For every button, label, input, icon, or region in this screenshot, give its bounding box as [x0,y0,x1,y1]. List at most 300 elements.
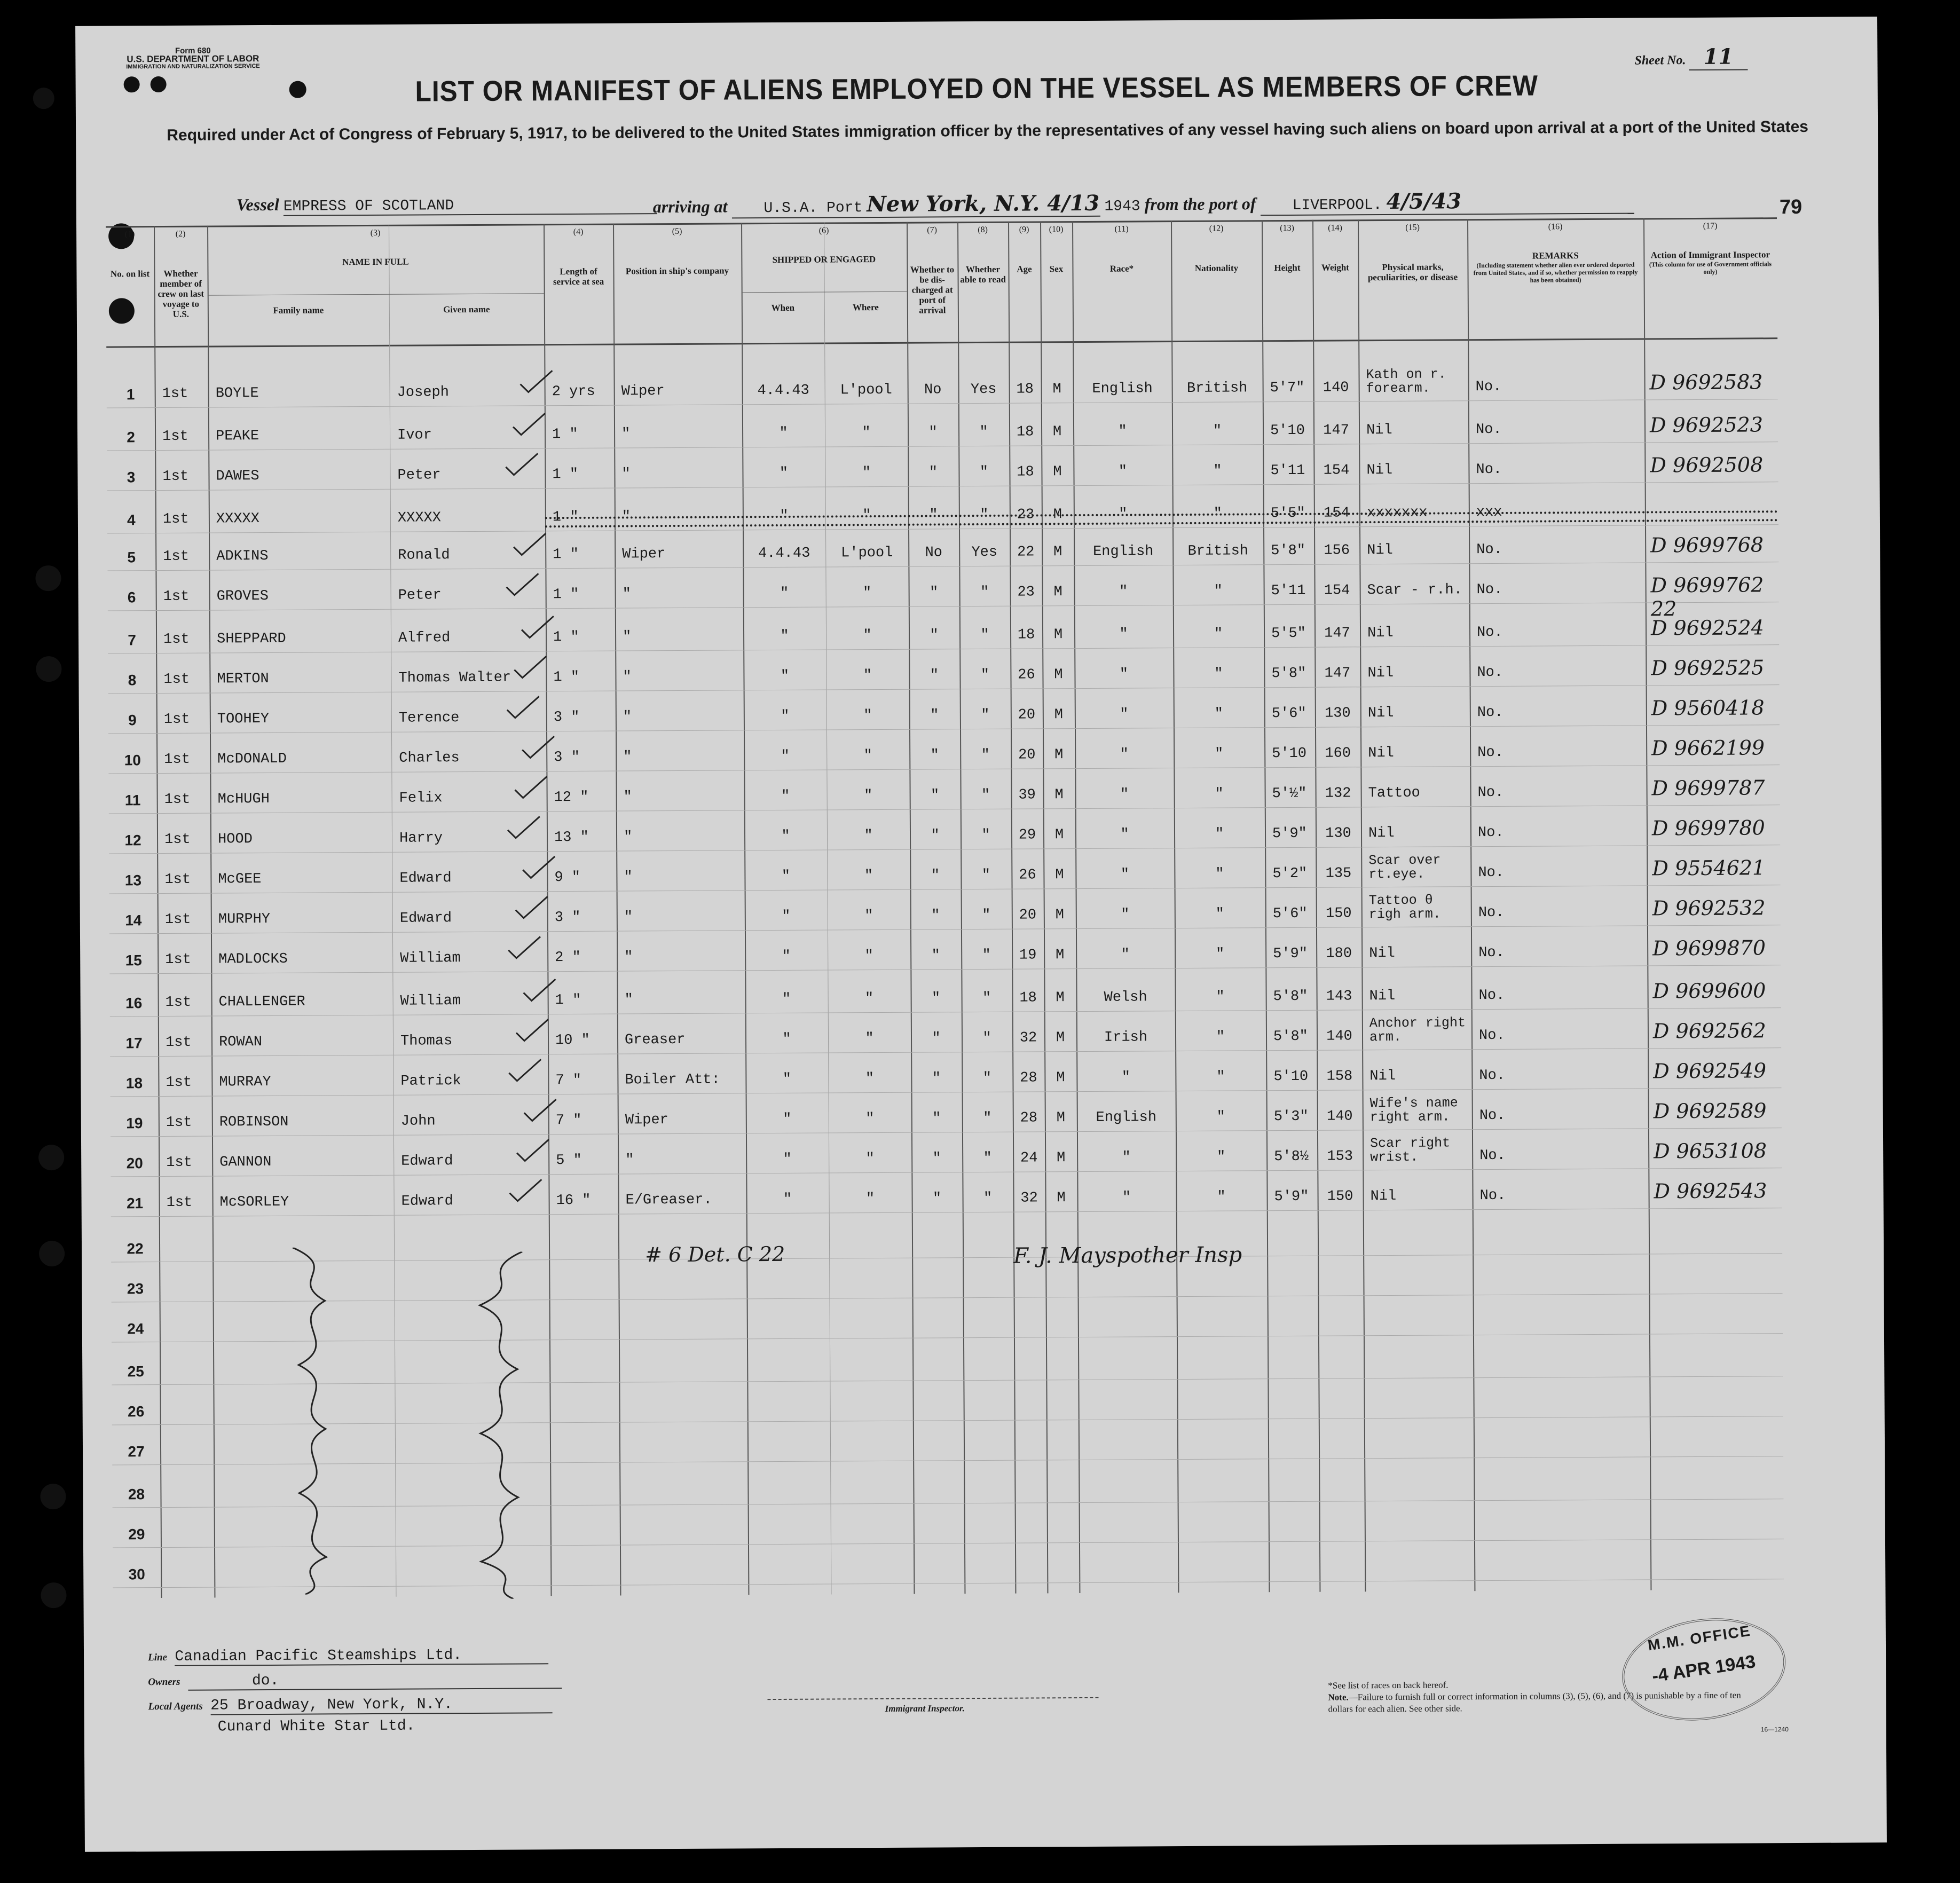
cell-given: Thomas Walter [398,669,511,687]
column-number: (4) [573,227,584,237]
cell-weight: 132 [1325,785,1351,802]
cell-discharged: No [925,545,943,561]
subheader-divider [208,293,544,295]
cell-nationality: " [1215,906,1224,923]
cell-nationality: " [1217,1149,1226,1165]
cell-given: Harry [399,830,443,847]
cell-family: CHALLENGER [218,994,305,1011]
column-number: (11) [1114,224,1129,234]
check-mark [511,653,549,680]
agents-label: Local Agents [148,1700,203,1713]
cell-action: D 9699780 [1651,816,1765,840]
cell-no: 16 [125,995,143,1012]
cell-family: MURRAY [219,1074,271,1091]
cell-height: 5'10 [1270,422,1305,439]
punch-hole [35,565,61,591]
table-row [109,776,1780,813]
blank-line-scribble [282,1247,348,1595]
cell-read: " [983,1190,993,1207]
cell-position: " [625,1152,634,1169]
manifest-sheet [75,17,1887,1852]
cell-sex: M [1053,584,1062,601]
cell-family: ADKINS [216,548,269,565]
cell-remarks: No. [1478,904,1505,921]
check-mark [522,1097,559,1123]
cell-age: 23 [1017,584,1035,601]
cell-height: 5'10 [1272,745,1307,762]
cell-remarks: No. [1478,864,1505,881]
cell-marks: Nil [1369,945,1395,962]
cell-given: Edward [399,870,452,887]
cell-weight: 153 [1327,1148,1353,1165]
cell-action: D 9692525 [1651,656,1765,680]
cell-no: 17 [125,1035,143,1052]
check-mark [521,976,558,1003]
cell-discharged: " [930,747,939,764]
column-header: Whether able to read [960,264,1006,285]
cell-weight: 160 [1325,745,1351,762]
cell-marks: Nil [1366,462,1393,479]
cell-read: " [982,947,991,964]
cell-position: " [623,749,632,766]
check-mark [503,451,540,477]
stamp-date: -4 APR 1943 [1650,1651,1757,1687]
cell-discharged: " [932,1030,941,1047]
cell-nationality: " [1216,1029,1225,1045]
cell-read: " [980,507,989,524]
cell-race: " [1118,463,1128,480]
departure-date: 4/5/43 [1386,188,1462,215]
inspector-signature-line [767,1697,1098,1700]
column-header: Position in ship's company [625,265,729,277]
cell-sex: M [1054,707,1064,723]
table-row [108,616,1779,653]
cell-marks: Wife's name right arm. [1369,1095,1458,1125]
cell-discharged: " [930,707,939,724]
cell-weight: 130 [1325,825,1351,842]
cell-sex: M [1052,381,1061,398]
column-header: Physical marks, peculiarities, or disease [1367,262,1458,283]
cell-read: " [981,747,990,763]
cell-when: " [782,908,791,925]
check-mark [506,934,543,960]
table-row [112,1477,1783,1507]
cell-position: " [624,949,633,966]
cell-discharged: " [931,868,940,884]
cell-remarks: No. [1476,581,1503,598]
cell-service: 12 " [554,789,589,806]
cell-remarks: No. [1479,1147,1506,1164]
cell-sex: M [1054,747,1064,763]
column-number: (6) [818,226,829,235]
cell-marks: Nil [1370,1188,1397,1205]
cell-remarks: No. [1479,1107,1506,1124]
arrival-year: 1943 [1104,198,1140,215]
cell-family: ROWAN [218,1034,263,1051]
cell-nationality: " [1214,583,1223,600]
check-mark [507,1177,544,1203]
cell-given: Alfred [398,630,451,647]
cell-service: 1 " [553,546,579,563]
table-row [107,503,1778,533]
check-mark [517,368,555,395]
cell-marks: Nil [1369,988,1396,1005]
table-row [111,1272,1782,1302]
cell-position: Wiper [621,383,665,400]
table-row [107,453,1778,490]
cell-height: 5'10 [1273,1068,1309,1085]
cell-discharged: " [932,1191,942,1207]
cell-sex: M [1053,627,1063,643]
cell-race: " [1121,1069,1131,1086]
cell-when: " [780,585,789,602]
cell-weight: 156 [1324,542,1350,559]
column-header: Whether to be dis-charged at port of arrival [910,264,955,316]
cell-action: D 9692524 [1650,616,1764,640]
cell-where: " [863,788,873,805]
sheet-number: 11 [1689,44,1748,70]
cell-service: 16 " [556,1192,591,1209]
cell-discharged: " [932,1151,941,1167]
races-note: *See list of races on back hereof. [1328,1680,1449,1691]
cell-position: Greaser [624,1031,686,1049]
cell-no: 3 [127,469,136,486]
check-mark [514,1137,552,1163]
cell-position: Boiler Att: [625,1072,720,1089]
column-header: Action of Immigrant Inspector [1650,249,1770,261]
port-handwritten: New York, N.Y. 4/13 [867,190,1100,217]
table-row [112,1435,1783,1464]
cell-crew: 1st [162,385,188,403]
cell-remarks: No. [1477,704,1504,721]
cell-age: 29 [1018,827,1036,844]
column-note: (Including statement whether alien ever ordered deported from United States, and if so, whether permission to reapply has been obtained) [1473,261,1638,284]
cell-marks: Nil [1367,625,1394,642]
arriving-line [653,188,1634,219]
cell-marks: Scar over rt.eye. [1368,852,1441,883]
departure-port [1260,188,1634,216]
cell-no: 5 [127,549,136,566]
cell-age: 18 [1016,424,1034,440]
cell-service: 3 " [554,909,581,926]
cell-no: 30 [128,1566,145,1583]
cell-age: 20 [1019,907,1037,924]
cell-read: " [981,827,990,844]
cell-given: Peter [398,587,442,604]
cell-when: " [780,628,789,644]
cell-family: McDONALD [217,751,287,768]
cell-where: " [862,585,872,602]
cell-remarks: No. [1478,987,1505,1004]
cell-sex: M [1053,507,1062,523]
line-value: Canadian Pacific Steamships Ltd. [175,1646,548,1666]
cell-height: 5'½" [1272,785,1307,802]
cell-no: 12 [124,832,141,849]
cell-no: 21 [126,1195,144,1212]
cell-crew: 1st [166,1114,192,1131]
cell-given: Edward [399,910,452,927]
cell-position: " [623,789,632,806]
cell-discharged: " [931,990,941,1007]
cell-height: 5'11 [1271,582,1306,600]
total-note: # 6 Det. C 22 [645,1242,785,1267]
column-header: REMARKS [1532,250,1579,261]
cell-no: 25 [127,1363,144,1380]
cell-age: 22 [1017,544,1035,561]
column-header: Weight [1321,262,1349,273]
cell-service: 1 " [553,586,579,603]
cell-race: " [1122,1149,1131,1166]
cell-family: ROBINSON [219,1114,289,1131]
sheet-number-block [1634,44,1748,70]
cell-weight: 140 [1326,1028,1352,1045]
header-bottom-border [106,337,1777,348]
cell-where: " [864,948,873,965]
cell-nationality: " [1213,506,1223,522]
cell-race: English [1092,543,1154,560]
cell-when: " [781,708,790,724]
cell-action: D 9560418 [1651,696,1765,720]
cell-given: XXXXX [397,510,441,526]
column-subheader: Where [852,302,879,313]
inspector-signature: F. J. Mayspother Insp [1013,1242,1242,1269]
column-header: Whether member of crew on last voyage to U.S. [158,268,204,319]
cell-weight: 147 [1323,422,1349,439]
note-label: Note. [1328,1692,1349,1703]
cell-service: 2 yrs [552,383,595,400]
cell-position: Wiper [625,1112,668,1129]
cell-race: " [1119,506,1128,523]
cell-remarks: No. [1479,1067,1506,1084]
from-port: LIVERPOOL. [1292,197,1382,214]
cell-read: " [983,1150,992,1167]
cell-age: 18 [1016,381,1034,398]
cell-when: " [781,868,791,885]
cell-crew: 1st [162,428,188,445]
cell-given: Ivor [397,427,432,444]
cell-family: GANNON [219,1154,272,1171]
check-mark [513,894,550,920]
cell-no: 26 [127,1403,145,1420]
cell-nationality: " [1217,1189,1226,1206]
cell-where: " [865,1111,875,1128]
column-subheader: Given name [443,304,490,315]
cell-service: 9 " [554,869,581,886]
cell-given: Terence [398,710,460,727]
punch-hole [39,1241,65,1266]
column-number: (15) [1405,223,1420,232]
cell-nationality: " [1216,1109,1225,1125]
cell-weight: 154 [1323,505,1350,522]
check-mark [512,774,549,800]
cell-when: " [783,1191,792,1208]
cell-height: 5'7" [1270,380,1305,397]
cell-where: " [864,868,873,885]
cell-service: 5 " [556,1152,582,1169]
table-row [112,1394,1783,1424]
cell-remarks: No. [1476,541,1502,558]
column-header: Length of service at sea [553,266,604,287]
cell-remarks: No. [1475,421,1502,438]
cell-family: XXXXX [216,511,260,527]
cell-nationality: " [1215,866,1224,883]
table-row [110,1059,1781,1096]
cell-discharged: " [932,1070,941,1087]
cell-remarks: No. [1478,944,1505,962]
cell-read: " [981,867,991,884]
table-row [109,816,1780,853]
cell-service: 1 " [552,509,579,526]
cell-read: " [982,1030,991,1046]
cell-marks: Nil [1367,542,1393,559]
column-header: Age [1017,264,1032,274]
cell-nationality: " [1214,706,1224,722]
cell-no: 1 [126,386,135,403]
cell-height: 5'6" [1272,905,1308,923]
cell-age: 32 [1019,1030,1037,1046]
cell-race: English [1092,381,1153,397]
table-row [108,573,1779,621]
cell-age: 18 [1017,627,1035,643]
cell-given: Edward [401,1193,453,1210]
cell-weight: 158 [1326,1068,1353,1085]
cell-where: " [862,508,871,524]
cell-where: " [865,1071,875,1088]
cell-discharged: " [931,828,940,844]
check-mark [519,734,557,760]
form-number: Form 680 [175,46,211,56]
document-subtitle: Required under Act of Congress of February 5, 1917, to be delivered to the United States immigration officer by the representatives of any vessel having such aliens on board upon arrival at a port of the United States [167,117,1808,144]
agents-value-2: Cunard White Star Ltd. [217,1717,415,1736]
cell-no: 15 [125,952,142,969]
cell-read: " [982,1070,992,1086]
cell-no: 2 [127,429,135,446]
column-header: SHIPPED OR ENGAGED [772,254,876,265]
cell-position: " [623,669,632,686]
cell-when: " [782,1071,792,1088]
cell-position: " [622,629,632,645]
check-mark [514,1017,551,1043]
cell-action: D 9692589 [1653,1099,1767,1123]
cell-when: " [779,465,789,482]
cell-sex: M [1056,1030,1065,1046]
cell-race: " [1120,866,1130,883]
column-header: NAME IN FULL [342,256,409,267]
cell-no: 10 [124,752,141,769]
cell-sex: M [1055,907,1064,924]
cell-given: Ronald [398,547,450,564]
cell-marks: Anchor right arm. [1369,1015,1466,1045]
table-row [111,1179,1782,1216]
cell-given: Charles [399,750,460,767]
cell-given: Peter [397,467,441,484]
cell-when: " [781,828,790,845]
cell-where: " [862,465,871,482]
cell-crew: 1st [163,671,190,688]
table-row [107,366,1778,407]
table-row [112,1312,1783,1342]
punch-hole [40,1484,66,1509]
cell-height: 5'11 [1270,462,1305,479]
cell-sex: M [1057,1150,1066,1167]
cell-marks: Tattoo [1368,785,1420,802]
cell-height: 5'5" [1271,625,1306,642]
cell-service: 1 " [553,669,580,686]
column-number: (9) [1019,225,1029,234]
cell-service: 7 " [555,1072,582,1089]
check-mark [519,613,556,640]
cell-crew: 1st [166,1154,192,1171]
cell-crew: 1st [163,588,190,605]
table-row [109,936,1781,973]
cell-sex: M [1057,1190,1066,1207]
cell-given: John [400,1113,436,1130]
cell-marks: Nil [1368,825,1395,842]
column-number: (13) [1280,223,1294,233]
cell-where: " [863,708,872,724]
cell-age: 19 [1019,947,1037,964]
cell-action: D 9699787 [1651,776,1765,800]
column-number: (10) [1049,225,1064,234]
arriving-label: arriving at [652,196,728,217]
cell-remarks: No. [1477,784,1504,801]
cell-race: " [1121,947,1130,963]
cell-service: 7 " [555,1112,582,1129]
cell-service: 13 " [554,829,589,846]
cell-no: 8 [128,672,137,689]
cell-height: 5'8" [1271,542,1306,560]
vessel-name: EMPRESS OF SCOTLAND [284,196,657,216]
cell-height: 5'8" [1273,988,1308,1005]
table-row [111,1232,1782,1262]
column-number: (5) [672,226,682,237]
cell-no: 20 [126,1155,143,1172]
cell-position: " [623,709,632,726]
cell-age: 32 [1020,1190,1038,1207]
manifest-table [106,217,1784,1598]
cell-sex: M [1055,867,1064,884]
cell-nationality: " [1213,463,1222,479]
cell-where: " [862,425,871,442]
cell-weight: 130 [1324,705,1351,722]
cell-crew: 1st [166,1074,192,1091]
agents-value: 25 Broadway, New York, N.Y. [210,1696,552,1715]
cell-race: " [1120,746,1129,763]
cell-nationality: " [1215,826,1224,842]
cell-read: " [980,584,989,601]
cell-height: 5'9" [1274,1188,1309,1206]
cell-action: D 9692532 [1652,896,1766,920]
department-name: U.S. DEPARTMENT OF LABOR [127,53,259,65]
cell-position: " [624,869,633,886]
vessel-line [237,193,657,216]
cell-sex: M [1056,1070,1065,1086]
cell-marks: Scar - r.h. [1367,582,1462,599]
cell-sex: M [1056,990,1065,1006]
cell-read: " [982,907,991,924]
cell-given: Edward [401,1153,453,1170]
cell-read: " [983,1110,992,1126]
cell-nationality: " [1214,666,1223,682]
cell-service: 3 " [554,749,580,766]
cell-remarks: No. [1475,379,1502,396]
cell-weight: 147 [1324,665,1351,682]
table-row [111,1135,1782,1176]
cell-position: " [621,466,631,483]
cell-marks: Scar right wrist. [1369,1135,1451,1165]
table-row [108,696,1780,733]
cell-when: " [782,991,791,1007]
